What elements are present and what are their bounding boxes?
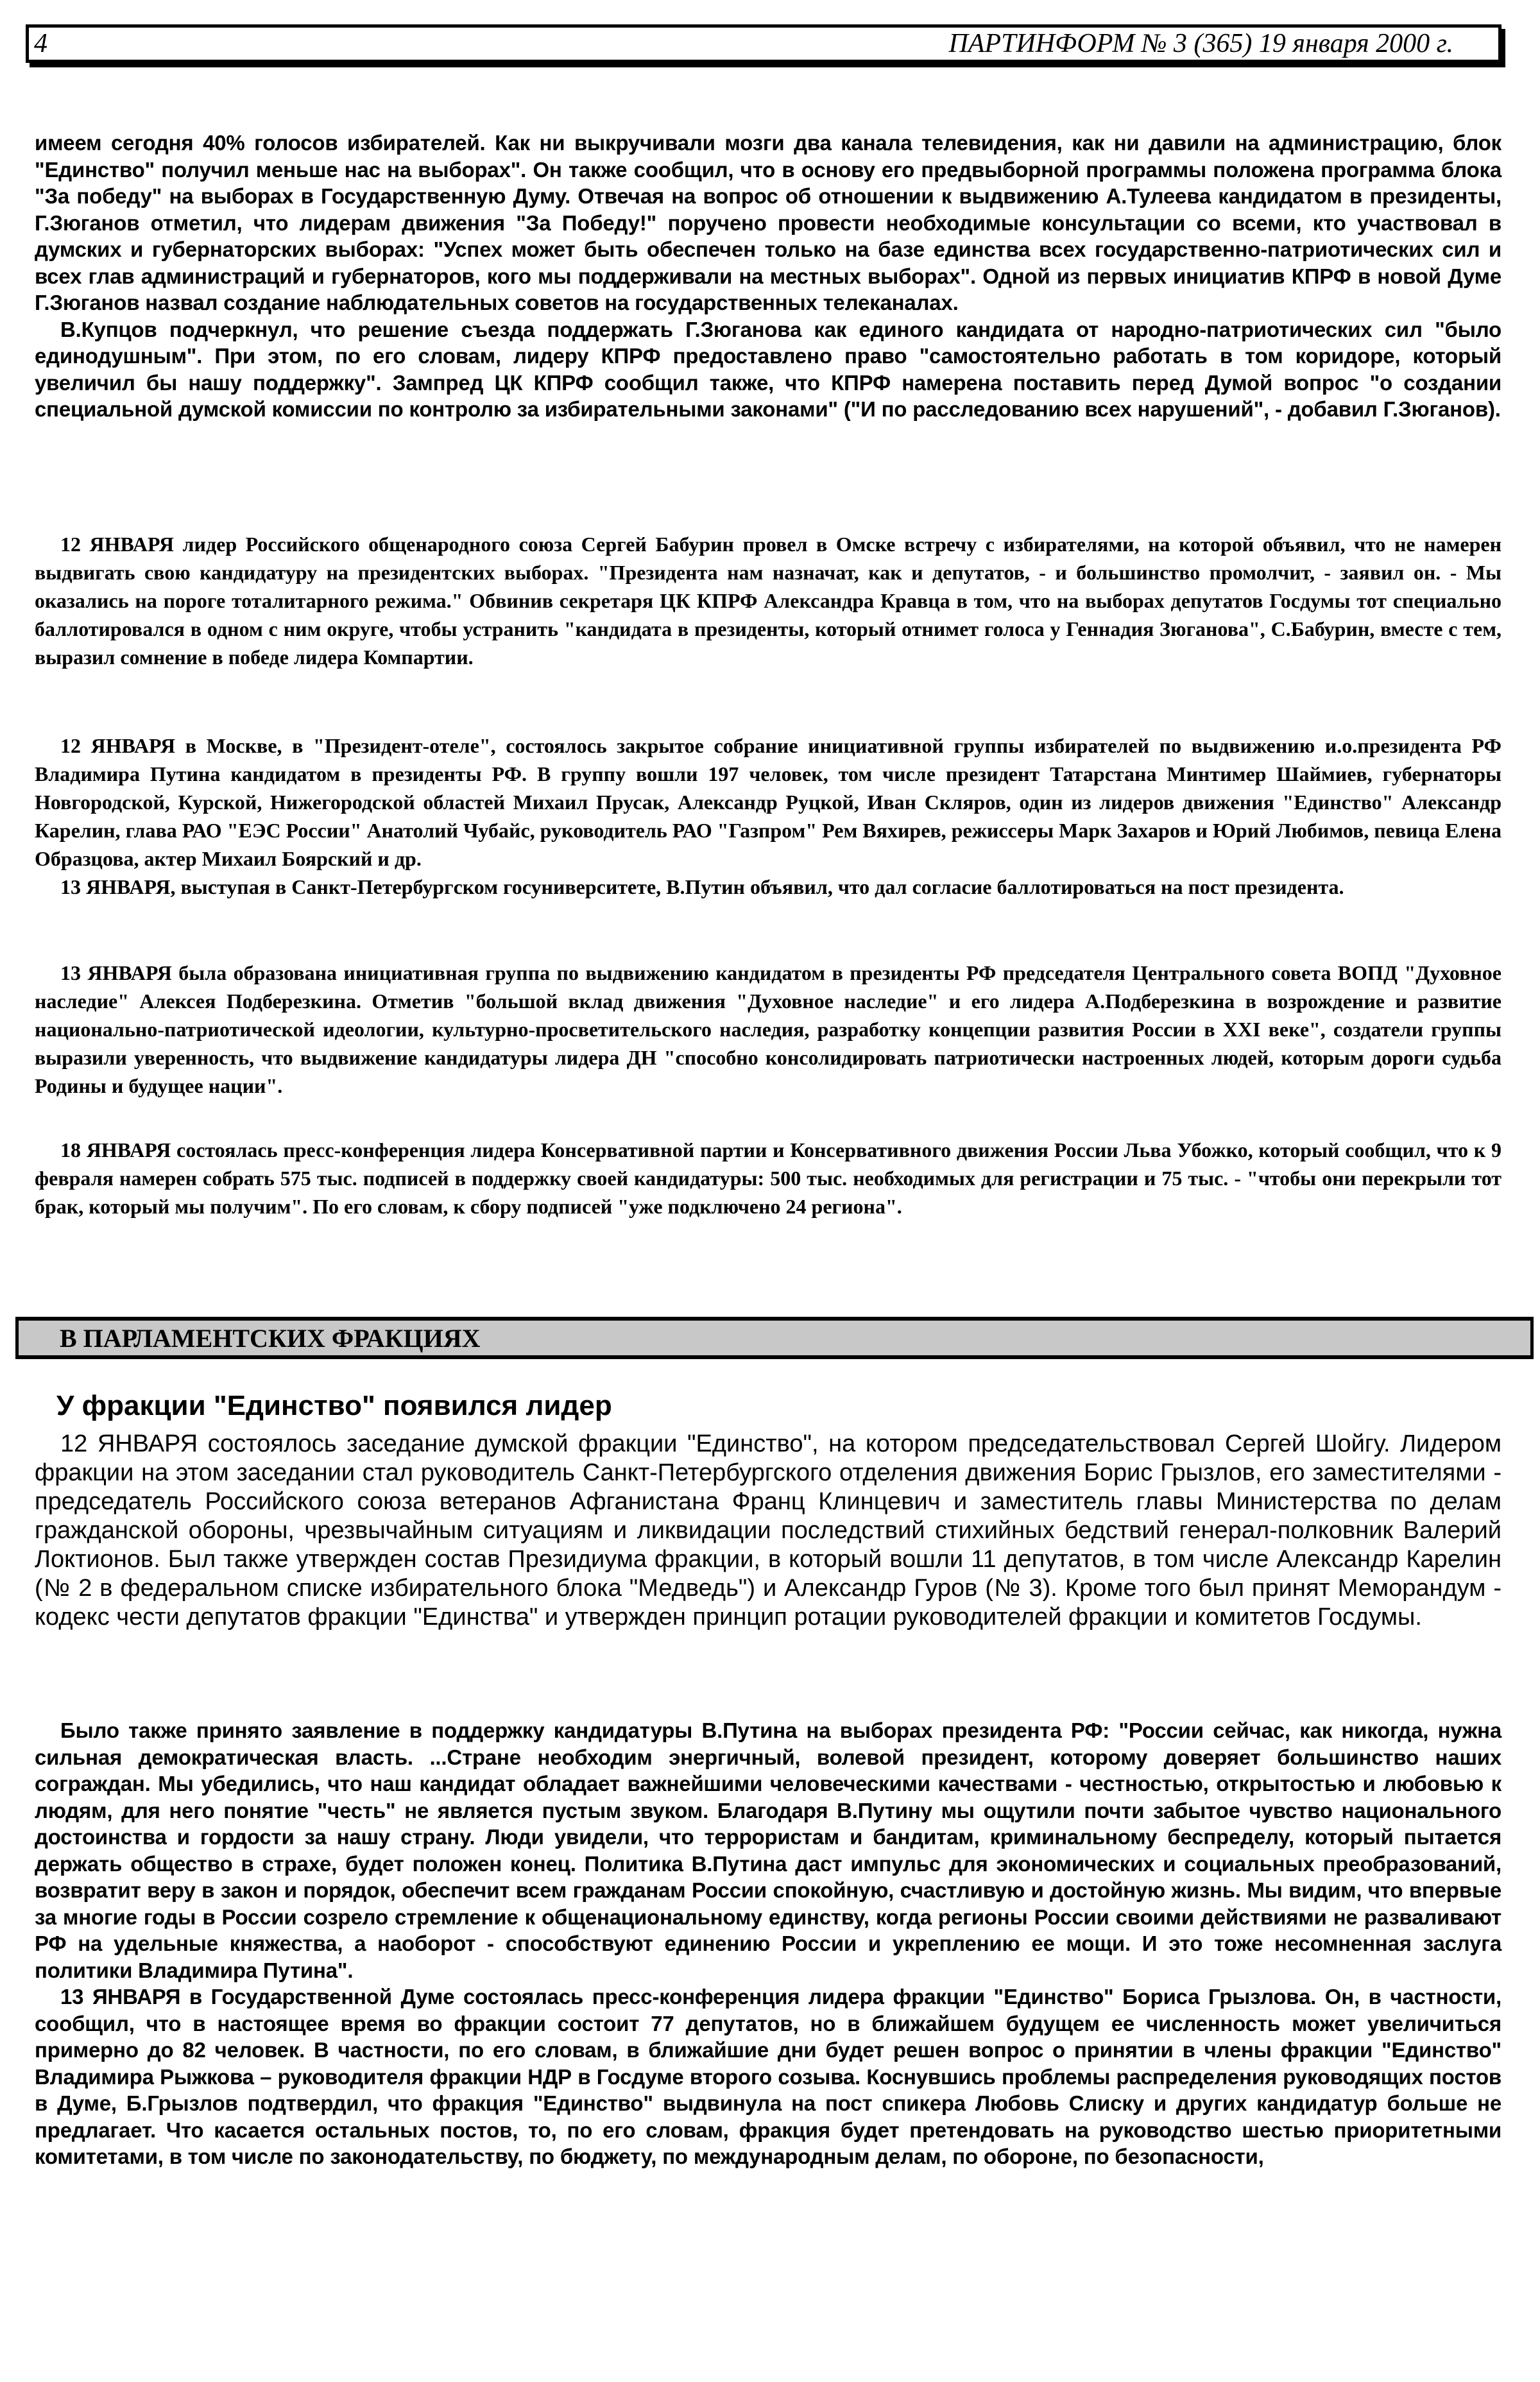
article-body — [35, 1717, 1502, 2170]
paragraph: 12 ЯНВАРЯ состоялось заседание думской фракции "Единство", на котором председательствовал Сергей Шойгу. Лидером фракции на этом заседании стал руководитель Санкт-Петербургского отделения движения Борис Грызлов, его заместителями - председатель Российского союза ветеранов Афганистана Франц Клинцевич и заместитель главы Министерства по делам гражданской обороны, чрезвычайным ситуациям и ликвидации последствий стихийных бедствий генерал-полковник Валерий Локтионов. Был также утвержден состав Президиума фракции, в который вошли 11 депутатов, в том числе Александр Карелин (№ 2 в федеральном списке избирательного блока "Медведь") и Александр Гуров (№ 3). Кроме того был принят Меморандум - кодекс чести депутатов фракции "Единства" и утвержден принцип ротации руководителей фракции и комитетов Госдумы. — [35, 1430, 1502, 1631]
news-item — [35, 530, 1502, 671]
paragraph: Было также принято заявление в поддержку кандидатуры В.Путина на выборах президента РФ: "России сейчас, как никогда, нужна сильная демократическая власть. ...Стране необходим энергичный, волевой президент, которому доверяет большинство наших сограждан. Мы убедились, что наш кандидат обладает важнейшими человеческими качествами - честностью, открытостью и любовью к людям, для него понятие "честь" не является пустым звуком. Благодаря В.Путину мы ощутили почти забытое чувство национального достоинства и гордости за нашу страну. Люди увидели, что террористам и бандитам, криминальному беспределу, который пытается держать общество в страхе, будет положен конец. Политика В.Путина даст импульс для экономических и социальных преобразований, возвратит веру в закон и порядок, обеспечит всем гражданам России спокойную, счастливую и достойную жизнь. Мы видим, что впервые за многие годы в России созрело стремление к общенациональному единству, когда регионы России своими действиями не разваливают РФ на удельные княжества, а наоборот - способствуют единению России и укреплению ее мощи. И это тоже несомненная заслуга политики Владимира Путина". — [35, 1718, 1502, 1982]
section-title: В ПАРЛАМЕНТСКИХ ФРАКЦИЯХ — [60, 1323, 481, 1353]
paragraph: 12 ЯНВАРЯ в Москве, в "Президент-отеле", состоялось закрытое собрание инициативной группы избирателей по выдвижению и.о.президента РФ Владимира Путина кандидатом в президенты РФ. В группу вошли 197 человек, том числе президент Татарстана Минтимер Шаймиев, губернаторы Новгородской, Курской, Нижегородской областей Михаил Прусак, Александр Руцкой, Иван Скляров, один из лидеров движения "Единство" Александр Карелин, глава РАО "ЕЭС России" Анатолий Чубайс, руководитель РАО "Газпром" Рем Вяхирев, режиссеры Марк Захаров и Юрий Любимов, певица Елена Образцова, актер Михаил Боярский и др. — [35, 734, 1502, 870]
article-title: У фракции "Единство" появился лидер — [56, 1390, 612, 1421]
publication-title: ПАРТИНФОРМ № 3 (365) 19 января 2000 г. — [948, 29, 1453, 58]
news-item — [35, 1136, 1502, 1221]
paragraph: 13 ЯНВАРЯ была образована инициативная группа по выдвижению кандидатом в президенты РФ председателя Центрального совета ВОПД "Духовное наследие" Алексея Подберезкина. Отметив "большой вклад движения "Духовное наследие" и его лидера А.Подберезкина в возрождение и развитие национально-патриотической идеологии, культурно-просветительского наследия, разработку концепции развития России в XXI веке", создатели группы выразили уверенность, что выдвижение кандидатуры лидера ДН "способно консолидировать патриотически настроенных людей, которым дороги судьба Родины и будущее нации". — [35, 961, 1502, 1097]
paragraph: 12 ЯНВАРЯ лидер Российского общенародного союза Сергей Бабурин провел в Омске встречу с избирателями, на которой объявил, что не намерен выдвигать свою кандидатуру на президентских выборах. "Президента нам назначат, как и депутатов, - и большинство промолчит, - заявил он. - Мы оказались на пороге тоталитарного режима." Обвинив секретаря ЦК КПРФ Александра Кравца в том, что на выборах депутатов Госдумы тот специально баллотировался в одном с ним округе, чтобы устранить "кандидата в президенты, который отнимет голоса у Геннадия Зюганова", С.Бабурин, вместе с тем, выразил сомнение в победе лидера Компартии. — [35, 533, 1502, 669]
page-header — [26, 24, 1502, 63]
news-item — [35, 959, 1502, 1100]
news-item — [35, 732, 1502, 901]
page-number: 4 — [34, 29, 47, 58]
section-header — [15, 1317, 1534, 1359]
continued-article — [35, 130, 1502, 423]
paragraph: 13 ЯНВАРЯ в Государственной Думе состоялась пресс-конференция лидера фракции "Единство" Бориса Грызлова. Он, в частности, сообщил, что в настоящее время во фракции состоит 77 депутатов, но в ближайшем будущем ее численность может увеличиться примерно до 82 человек. В частности, по его словам, в ближайшие дни будет решен вопрос о принятии в члены фракции "Единство" Владимира Рыжкова – руководителя фракции НДР в Госдуме второго созыва. Коснувшись проблемы распределения руководящих постов в Думе, Б.Грызлов подтвердил, что фракция "Единство" выдвинула на пост спикера Любовь Слиску и других кандидатур больше не предлагает. Что касается остальных постов, то, по его словам, фракция будет претендовать на руководство шестью приоритетными комитетами, в том числе по законодательству, по бюджету, по международным делам, по обороне, по безопасности, — [35, 1985, 1502, 2168]
paragraph: 13 ЯНВАРЯ, выступая в Санкт-Петербургском госуниверситете, В.Путин объявил, что дал согласие баллотироваться на пост президента. — [60, 875, 1344, 898]
paragraph: имеем сегодня 40% голосов избирателей. Как ни выкручивали мозги два канала телевидения, как ни давили на администрацию, блок "Единство" получил меньше нас на выборах". Он также сообщил, что в основу его предвыборной программы положена программа блока "За победу" на выборах в Государственную Думу. Отвечая на вопрос об отношении к выдвижению А.Тулеева кандидатом в президенты, Г.Зюганов отметил, что лидерам движения "За Победу!" поручено провести необходимые консультации со всеми, кто участвовал в думских и губернаторских выборах: "Успех может быть обеспечен только на базе единства всех государственно-патриотических сил и всех глав администраций и губернаторов, кого мы поддерживали на местных выборах". Одной из первых инициатив КПРФ в новой Думе Г.Зюганов назвал создание наблюдательных советов на государственных телеканалах. — [35, 131, 1502, 314]
paragraph: 18 ЯНВАРЯ состоялась пресс-конференция лидера Консервативной партии и Консервативного движения России Льва Убожко, который сообщил, что к 9 февраля намерен собрать 575 тыс. подписей в поддержку своей кандидатуры: 500 тыс. необходимых для регистрации и 75 тыс. - "чтобы они перекрыли тот брак, который мы получим". По его словам, к сбору подписей "уже подключено 24 региона". — [35, 1138, 1502, 1218]
article-lead — [35, 1430, 1502, 1632]
paragraph: В.Купцов подчеркнул, что решение съезда поддержать Г.Зюганова как единого кандидата от народно-патриотических сил "было единодушным". При этом, по его словам, лидеру КПРФ предоставлено право "самостоятельно работать в том коридоре, который увеличил бы нашу поддержку". Зампред ЦК КПРФ сообщил также, что КПРФ намерена поставить перед Думой вопрос "о создании специальной думской комиссии по контролю за избирательными законами" ("И по расследованию всех нарушений", - добавил Г.Зюганов). — [35, 317, 1502, 421]
